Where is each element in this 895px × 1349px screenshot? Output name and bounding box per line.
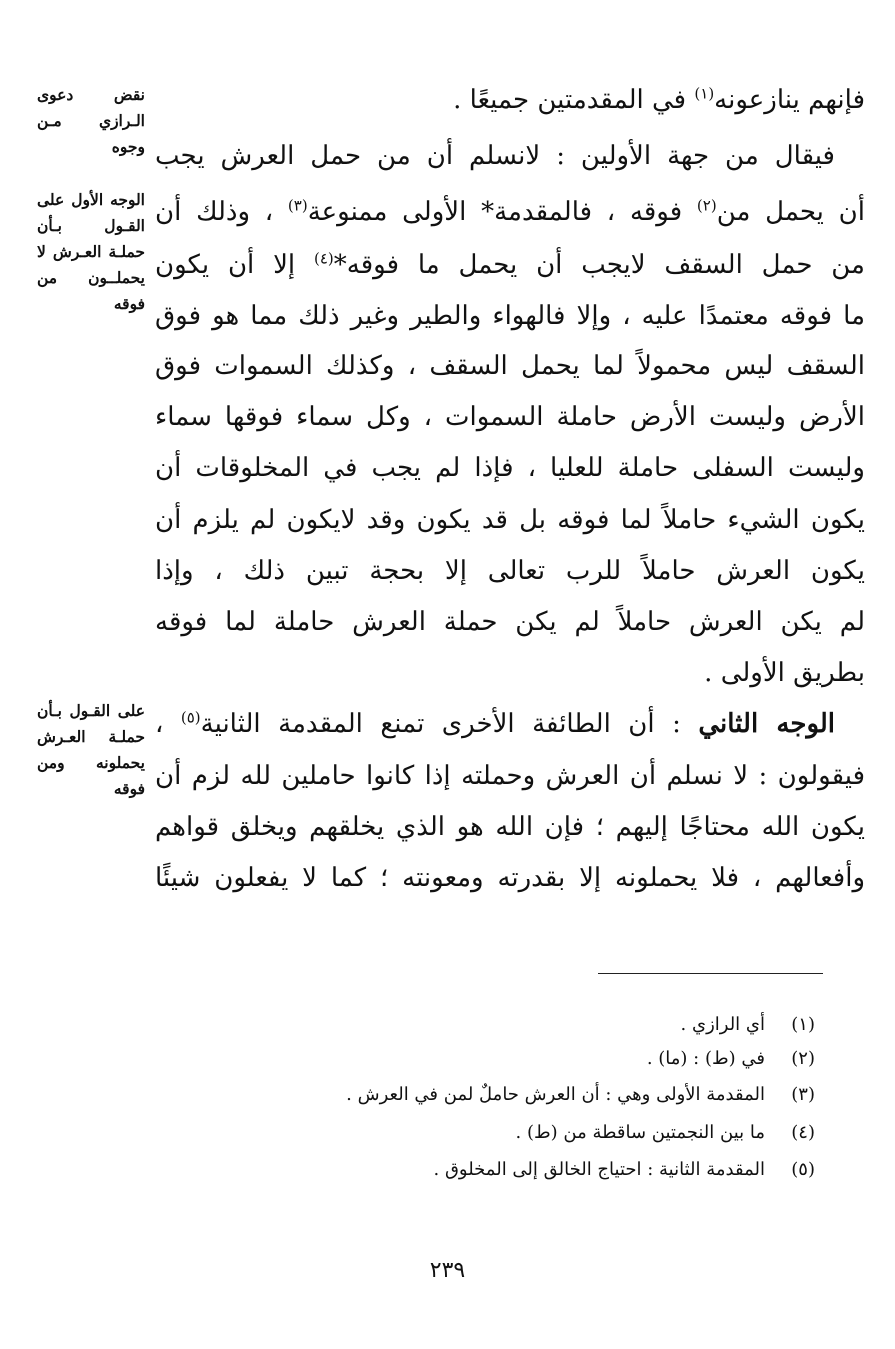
body-line-7: الأرض وليست الأرض حاملة السموات ، وكل سماء فوقها سماء [155,402,865,432]
body-line-14: فيقولون : لا نسلم أن العرش وحملته إذا كانوا حاملين لله لزم أن [155,761,865,791]
body-line-16: وأفعالهم ، فلا يحملونه إلا بقدرته ومعونته ؛ كما لا يفعلون شيئًا [155,863,865,893]
body-line-13: الوجه الثاني : أن الطائفة الأخرى تمنع المقدمة الثانية$^{(٥)}$ ، [155,708,836,739]
margin-note-razi-claim: نقض دعوى الـرازي مـن وجوه [37,85,145,156]
body-line-12: بطريق الأولى . [704,658,865,688]
footnote-5: (٥)المقدمة الثانية : احتياج الخالق إلى المخلوق . [433,1159,815,1180]
margin-note-second-aspect: على القـول بـأن حملـة العـرش يحملونه ومن فوقه [37,701,145,798]
body-line-10: يكون العرش حاملاً للرب تعالى إلا بحجة تبين ذلك ، وإذا [155,556,865,586]
body-line-11: لم يكن العرش حاملاً لم يكن حملة العرش حاملة لما فوقه [155,607,865,637]
body-line-8: وليست السفلى حاملة للعليا ، فإذا لم يجب في المخلوقات أن [155,453,865,483]
body-line-4: من حمل السقف لايجب أن يحمل ما فوقه*$^{(٤)}$ إلا أن يكون [155,249,865,280]
body-line-2: فيقال من جهة الأولين : لانسلم أن من حمل العرش يجب [155,141,835,171]
footnote-3: (٣)المقدمة الأولى وهي : أن العرش حاملٌ لمن في العرش . [346,1084,815,1105]
footnote-1: (١)أي الرازي . [680,1014,815,1035]
footnote-ref-2: (٢) [696,196,717,215]
page-number: ٢٣٩ [429,1258,466,1283]
body-line-15: يكون الله محتاجًا إليهم ؛ فإن الله هو الذي يخلقهم ويخلق قواهم [155,812,865,842]
body-line-9: يكون الشيء حاملاً لما فوقه بل قد يكون وقد لايكون لم يلزم أن [155,505,865,535]
footnote-ref-1: (١) [694,84,715,103]
footnote-ref-5: (٥) [180,708,201,727]
section-heading-second-aspect: الوجه الثاني [698,709,836,739]
body-line-3: أن يحمل من$^{(٢)}$ فوقه ، فالمقدمة* الأولى ممنوعة$^{(٣)}$ ، وذلك أن [155,196,865,227]
body-line-5: ما فوقه معتمدًا عليه ، وإلا فالهواء والطير وغير ذلك مما هو فوق [155,301,865,331]
footnote-ref-3: (٣) [287,196,308,215]
body-line-6: السقف ليس محمولاً لما يحمل السقف ، وكذلك السموات فوق [155,351,865,381]
body-line-1: فإنهم ينازعونه$^{(١)}$ في المقدمتين جميعًا . [453,84,865,115]
footnote-4: (٤)ما بين النجمتين ساقطة من (ط) . [515,1122,815,1143]
footnote-ref-4: (٤) [313,249,334,268]
footnote-2: (٢)في (ط) : (ما) . [646,1048,815,1069]
margin-note-first-aspect: الوجه الأول على القـول بـأن حملـة العـرش لا يحملــون من فوقه [37,190,145,313]
footnote-separator [598,973,823,974]
